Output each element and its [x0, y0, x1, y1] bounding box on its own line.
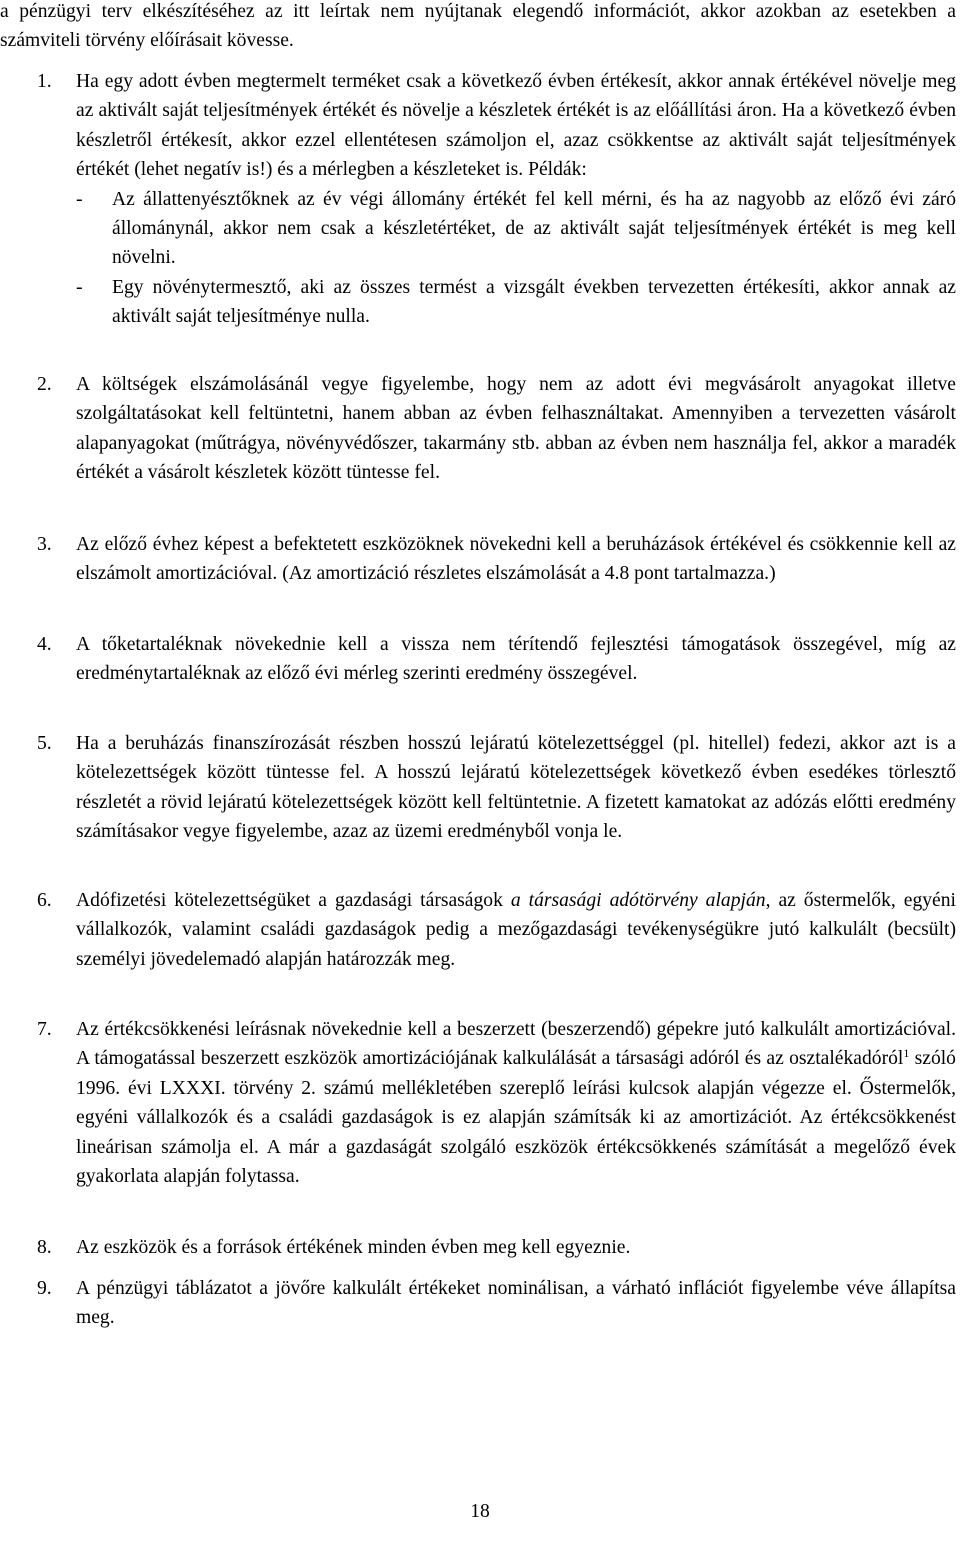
- text-run: Adófizetési kötelezettségüket a gazdasági társaságok: [76, 890, 511, 911]
- list-item-7: [0, 1015, 956, 1191]
- list-number: 1.: [37, 71, 52, 92]
- list-number: 6.: [37, 890, 52, 911]
- list-item-2: [0, 370, 956, 488]
- list-item-9: [0, 1274, 956, 1333]
- text-run: szóló 1996. évi LXXXI. törvény 2. számú mellékletében szereplő leírási kulcsok alapján végezze el. Őstermelők, egyéni vállalkozók és a családi gazdaságok is ez alapján számítsák ki az amortizációt. Az értékcsökkenést lineárisan számolja el. A már a gazdaságát szolgáló eszközök értékcsökkenés számítását a megelőző évek gyakorlata alapján folytassa.: [76, 1048, 956, 1188]
- list-item-6: [0, 886, 956, 974]
- text-run: , az őstermelők, egyéni vállalkozók, valamint családi gazdaságok pedig a mezőgazdasági tevékenységükre jutó kalkulált (becsült) személyi jövedelemadó alapján határozzák meg.: [76, 890, 956, 970]
- list-item-text: [76, 886, 956, 974]
- example-text: Egy növénytermesztő, aki az összes termést a vizsgált években tervezetten értékesíti, akkor annak az aktivált saját teljesítménye nulla.: [112, 276, 956, 328]
- list-item-5: [0, 729, 956, 847]
- list-item-text: [76, 1015, 956, 1191]
- list-number: 5.: [37, 733, 52, 754]
- footnote-ref: 1: [903, 1046, 910, 1061]
- example-item: [76, 273, 956, 332]
- list-item-8: [0, 1233, 956, 1262]
- list-number: 7.: [37, 1019, 52, 1040]
- list-item-text: A tőketartaléknak növekednie kell a vissza nem térítendő fejlesztési támogatások összegével, míg az eredménytartaléknak az előző évi mérleg szerinti eredmény összegével.: [76, 634, 956, 685]
- example-text: Az állattenyésztőknek az év végi állomány értékét fel kell mérni, és ha az nagyobb az előző évi záró állománynál, akkor nem csak a készletértéket, de az aktivált saját teljesítmények értékét is meg kell növelni.: [112, 188, 956, 269]
- example-item: [76, 185, 956, 273]
- list-number: 4.: [37, 634, 52, 655]
- list-item-1: [0, 67, 956, 332]
- list-number: 2.: [37, 374, 52, 395]
- list-number: 9.: [37, 1278, 52, 1299]
- list-item-3: [0, 530, 956, 589]
- list-number: 8.: [37, 1237, 52, 1258]
- list-item-text: Az előző évhez képest a befektetett eszközöknek növekedni kell a beruházások értékével és csökkennie kell az elszámolt amortizációval. (Az amortizáció részletes elszámolását a 4.8 pont tartalmazza.): [76, 534, 956, 585]
- intro-paragraph: a pénzügyi terv elkészítéséhez az itt leírtak nem nyújtanak elegendő információt, akkor azokban az esetekben a számviteli törvény előírásait kövesse.: [0, 1, 956, 52]
- dash-bullet: -: [76, 276, 83, 298]
- list-item-4: [0, 630, 956, 689]
- list-item-text: Ha egy adott évben megtermelt terméket csak a következő évben értékesít, akkor annak értékével növelje meg az aktivált saját teljesítmények értékét és növelje a készletek értékét is az előállítási áron. Ha a következő évben készletről értékesít, akkor ezzel ellentétesen számoljon el, azaz csökkentse az aktivált saját teljesítmények értékét (lehet negatív is!) és a mérlegben a készleteket is. Példák:: [76, 71, 956, 181]
- list-number: 3.: [37, 534, 52, 555]
- dash-bullet: -: [76, 188, 83, 210]
- list-item-text: A költségek elszámolásánál vegye figyelembe, hogy nem az adott évi megvásárolt anyagokat illetve szolgáltatásokat kell feltüntetni, hanem abban az évben felhasználtakat. Amennyiben a tervezetten vásárolt alapanyagokat (műtrágya, növényvédőszer, takarmány stb. abban az évben nem használja fel, akkor a maradék értékét a vásárolt készletek között tüntesse fel.: [76, 374, 956, 484]
- list-item-text: A pénzügyi táblázatot a jövőre kalkulált értékeket nominálisan, a várható inflációt figyelembe véve állapítsa meg.: [76, 1278, 956, 1329]
- page-number: 18: [470, 1501, 490, 1522]
- list-item-text: Az eszközök és a források értékének minden évben meg kell egyeznie.: [76, 1237, 631, 1258]
- italic-text: a társasági adótörvény alapján: [510, 890, 766, 911]
- text-run: Az értékcsökkenési leírásnak növekednie kell a beszerzett (beszerzendő) gépekre jutó kalkulált amortizációval. A támogatással beszerzett eszközök amortizációjának kalkulálását a társasági adóról és az osztalékadóról: [76, 1019, 956, 1070]
- list-item-text: Ha a beruházás finanszírozását részben hosszú lejáratú kötelezettséggel (pl. hitellel) fedezi, akkor azt is a kötelezettségek között tüntesse fel. A hosszú lejáratú kötelezettségek következő évben esedékes törlesztő részletét a rövid lejáratú kötelezettségek között kell feltüntetnie. A fizetett kamatokat az adózás előtti eredmény számításakor vegye figyelembe, azaz az üzemi eredményből vonja le.: [76, 733, 956, 843]
